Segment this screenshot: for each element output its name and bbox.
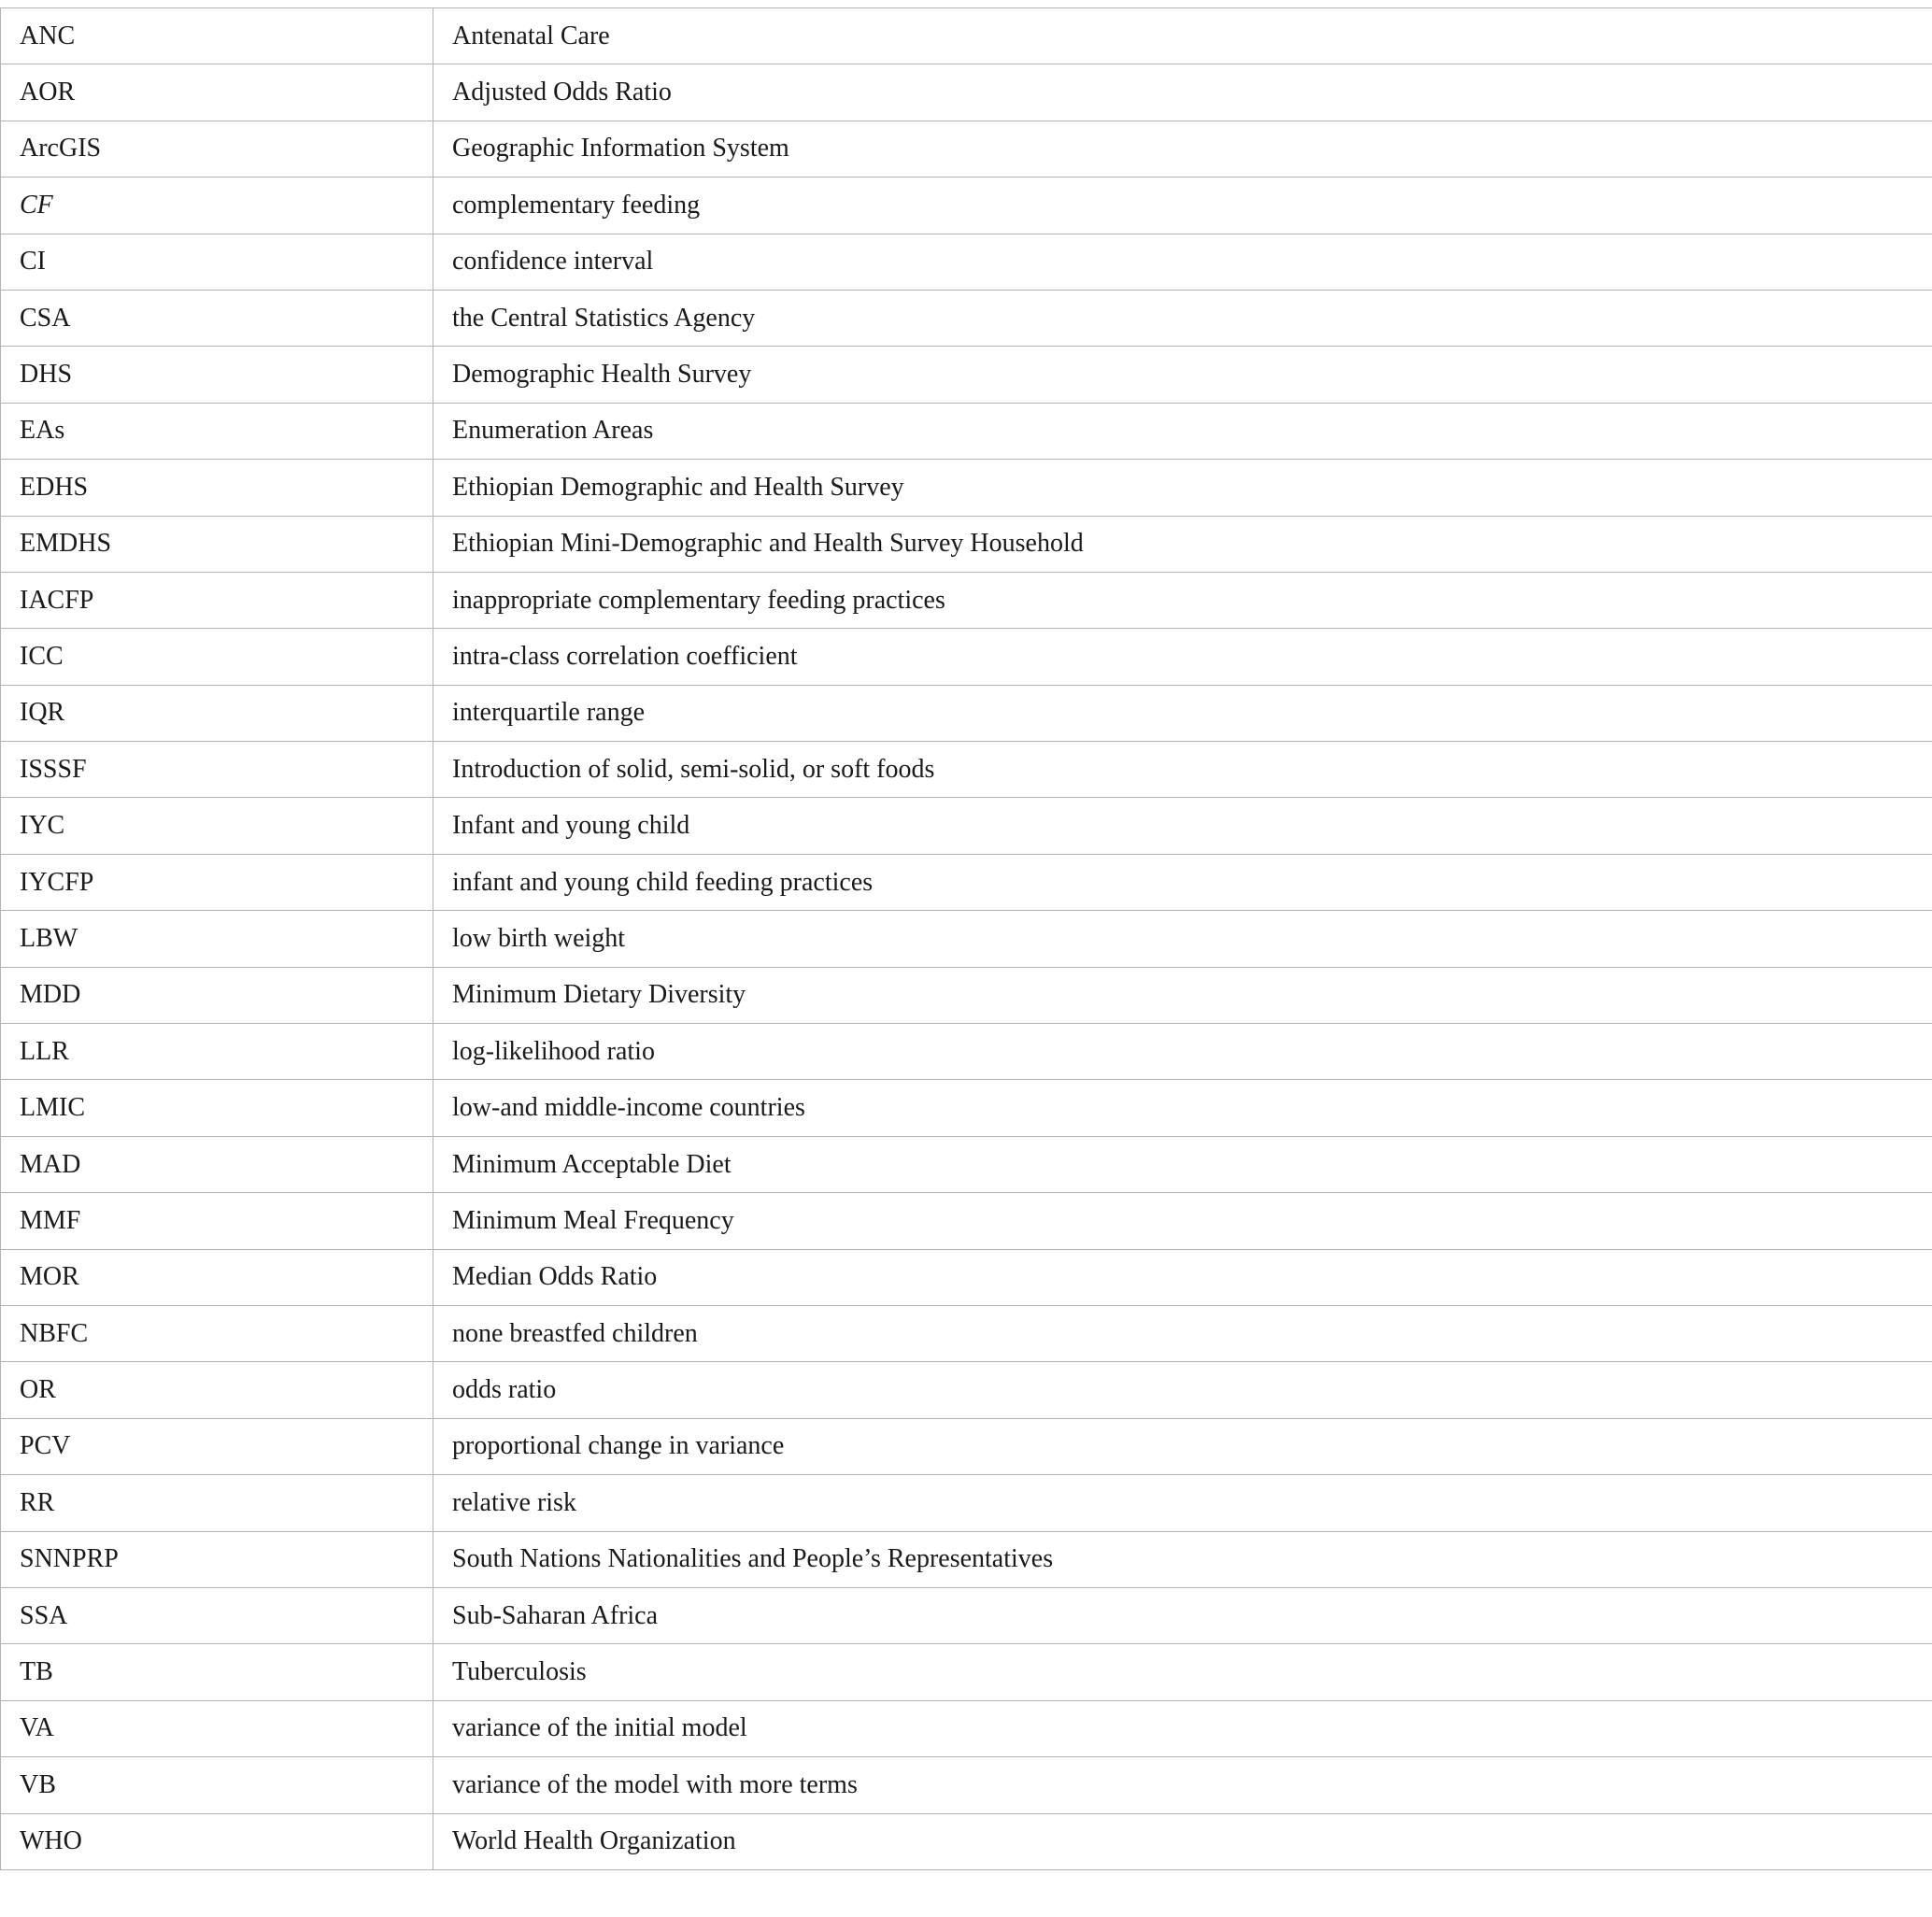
table-row [1, 1531, 1932, 1587]
table-row [1, 290, 1932, 346]
abbreviations-table [0, 7, 1932, 1870]
abbreviation-term: MDD [1, 967, 433, 1023]
abbreviation-definition: infant and young child feeding practices [433, 854, 1932, 910]
abbreviation-definition: Infant and young child [433, 798, 1932, 854]
abbreviation-term: EDHS [1, 460, 433, 516]
abbreviation-term: EMDHS [1, 516, 433, 572]
abbreviation-definition: the Central Statistics Agency [433, 290, 1932, 346]
table-row [1, 685, 1932, 741]
abbreviation-definition: low-and middle-income countries [433, 1080, 1932, 1136]
table-row [1, 516, 1932, 572]
table-row [1, 742, 1932, 798]
table-row [1, 64, 1932, 121]
abbreviation-definition: odds ratio [433, 1362, 1932, 1418]
abbreviation-term: NBFC [1, 1305, 433, 1361]
abbreviation-definition: none breastfed children [433, 1305, 1932, 1361]
abbreviation-definition: Minimum Acceptable Diet [433, 1136, 1932, 1192]
abbreviation-term: AOR [1, 64, 433, 121]
abbreviation-term: VB [1, 1757, 433, 1813]
table-row [1, 460, 1932, 516]
abbreviation-definition: relative risk [433, 1475, 1932, 1531]
abbreviation-definition: Minimum Meal Frequency [433, 1193, 1932, 1249]
abbreviations-table-body [1, 8, 1932, 1870]
table-row [1, 178, 1932, 234]
abbreviation-term: IACFP [1, 572, 433, 628]
abbreviation-definition: Antenatal Care [433, 8, 1932, 64]
abbreviation-term: ISSSF [1, 742, 433, 798]
abbreviation-term: EAs [1, 403, 433, 459]
table-row [1, 911, 1932, 967]
abbreviation-definition: confidence interval [433, 234, 1932, 290]
table-row [1, 1362, 1932, 1418]
abbreviation-definition: Introduction of solid, semi-solid, or soft foods [433, 742, 1932, 798]
abbreviation-term: IYCFP [1, 854, 433, 910]
table-row [1, 1080, 1932, 1136]
abbreviation-definition: variance of the initial model [433, 1700, 1932, 1756]
abbreviation-term: RR [1, 1475, 433, 1531]
table-row [1, 403, 1932, 459]
abbreviation-definition: low birth weight [433, 911, 1932, 967]
abbreviation-definition: South Nations Nationalities and People’s Representatives [433, 1531, 1932, 1587]
abbreviation-definition: Geographic Information System [433, 121, 1932, 177]
abbreviation-term: ANC [1, 8, 433, 64]
abbreviation-term: VA [1, 1700, 433, 1756]
abbreviation-term: WHO [1, 1813, 433, 1869]
table-row [1, 8, 1932, 64]
abbreviation-definition: log-likelihood ratio [433, 1024, 1932, 1080]
abbreviation-definition: intra-class correlation coefficient [433, 629, 1932, 685]
abbreviation-definition: World Health Organization [433, 1813, 1932, 1869]
abbreviation-term: CF [1, 178, 433, 234]
abbreviation-term: DHS [1, 347, 433, 403]
table-row [1, 1024, 1932, 1080]
abbreviation-term: CSA [1, 290, 433, 346]
table-row [1, 1475, 1932, 1531]
abbreviation-term: ArcGIS [1, 121, 433, 177]
abbreviation-term: MAD [1, 1136, 433, 1192]
abbreviation-term: ICC [1, 629, 433, 685]
abbreviation-definition: proportional change in variance [433, 1418, 1932, 1474]
abbreviation-definition: variance of the model with more terms [433, 1757, 1932, 1813]
abbreviation-definition: Median Odds Ratio [433, 1249, 1932, 1305]
abbreviation-term: IQR [1, 685, 433, 741]
abbreviation-term: MMF [1, 1193, 433, 1249]
table-row [1, 1418, 1932, 1474]
abbreviation-definition: Ethiopian Mini-Demographic and Health Survey Household [433, 516, 1932, 572]
abbreviation-term: LBW [1, 911, 433, 967]
table-row [1, 854, 1932, 910]
abbreviation-term: MOR [1, 1249, 433, 1305]
table-row [1, 121, 1932, 177]
table-row [1, 1193, 1932, 1249]
table-row [1, 798, 1932, 854]
table-row [1, 1249, 1932, 1305]
abbreviation-term: SNNPRP [1, 1531, 433, 1587]
table-row [1, 1305, 1932, 1361]
abbreviation-term: LMIC [1, 1080, 433, 1136]
abbreviation-term: LLR [1, 1024, 433, 1080]
abbreviation-definition: Tuberculosis [433, 1644, 1932, 1700]
abbreviation-definition: Adjusted Odds Ratio [433, 64, 1932, 121]
abbreviation-definition: interquartile range [433, 685, 1932, 741]
table-row [1, 967, 1932, 1023]
table-row [1, 347, 1932, 403]
table-row [1, 1757, 1932, 1813]
abbreviation-term: PCV [1, 1418, 433, 1474]
abbreviation-term: TB [1, 1644, 433, 1700]
abbreviation-term: IYC [1, 798, 433, 854]
table-row [1, 1700, 1932, 1756]
table-row [1, 1644, 1932, 1700]
table-row [1, 1587, 1932, 1643]
abbreviation-definition: Sub-Saharan Africa [433, 1587, 1932, 1643]
abbreviation-definition: Enumeration Areas [433, 403, 1932, 459]
table-row [1, 572, 1932, 628]
table-row [1, 1813, 1932, 1869]
abbreviation-term: OR [1, 1362, 433, 1418]
abbreviation-term: SSA [1, 1587, 433, 1643]
table-row [1, 234, 1932, 290]
abbreviation-definition: inappropriate complementary feeding practices [433, 572, 1932, 628]
abbreviation-definition: Demographic Health Survey [433, 347, 1932, 403]
abbreviation-term: CI [1, 234, 433, 290]
table-row [1, 1136, 1932, 1192]
abbreviation-definition: complementary feeding [433, 178, 1932, 234]
abbreviation-definition: Ethiopian Demographic and Health Survey [433, 460, 1932, 516]
table-row [1, 629, 1932, 685]
abbreviation-definition: Minimum Dietary Diversity [433, 967, 1932, 1023]
